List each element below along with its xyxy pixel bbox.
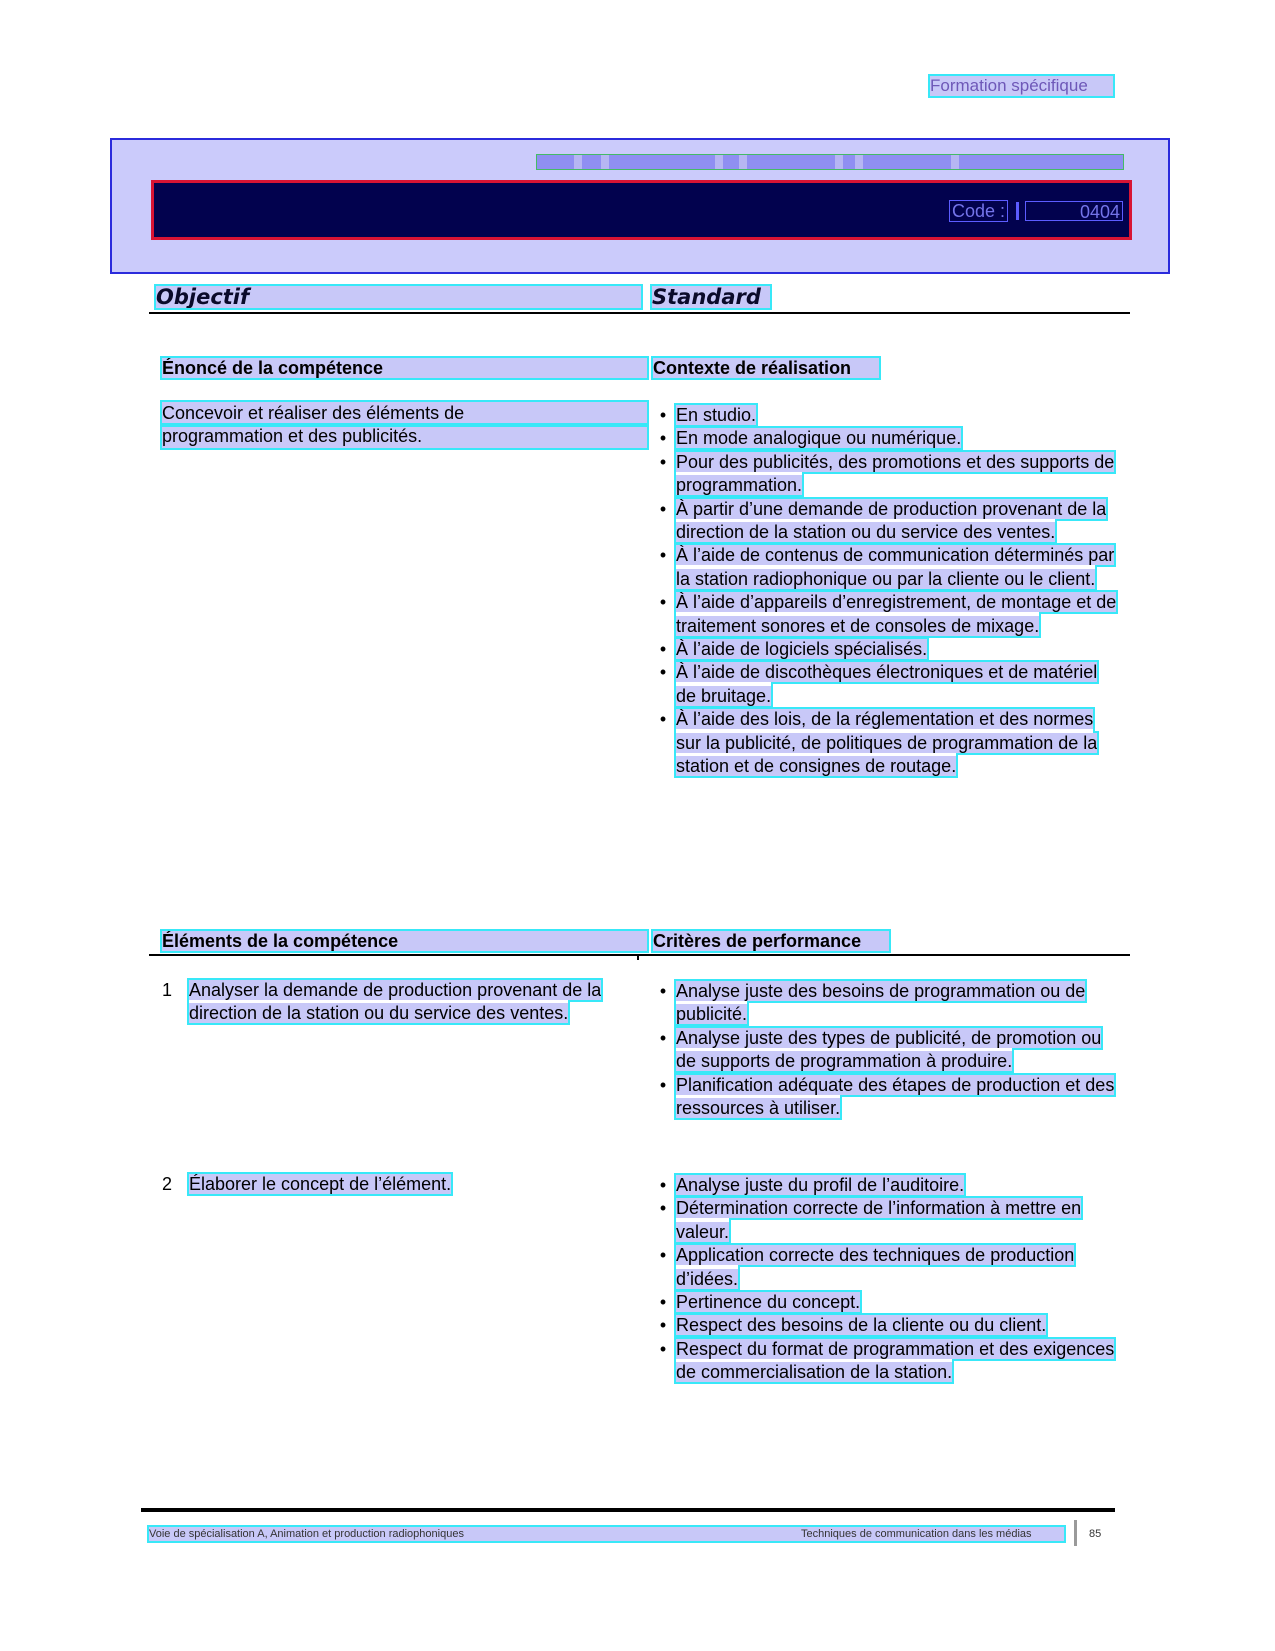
banner-strip — [536, 154, 1124, 170]
criteria-list-1 — [653, 980, 1121, 1120]
list-item: • À l’aide de logiciels spécialisés. — [659, 639, 928, 660]
competence-banner — [110, 138, 1170, 274]
list-item: • À l’aide de contenus de communication déterminés par la station radiophonique ou par la cliente ou le client. — [659, 545, 1115, 589]
list-item: • Analyse juste du profil de l’auditoire. — [659, 1175, 965, 1195]
criteria-list-2 — [653, 1174, 1121, 1385]
element-number: 1 — [162, 980, 173, 1000]
element-2 — [162, 1173, 622, 1196]
footer-bar-text — [149, 1527, 1102, 1541]
section-tag: Formation spécifique — [930, 76, 1113, 96]
title-rule — [149, 312, 1130, 314]
element-number: 2 — [162, 1174, 173, 1194]
enonce-line: Concevoir et réaliser des éléments de — [162, 402, 647, 425]
element-1 — [162, 979, 622, 1026]
objectif-title: Objectif — [156, 286, 641, 308]
contexte-heading: Contexte de réalisation — [653, 358, 879, 378]
footer-right: Techniques de communication dans les médias — [801, 1528, 1032, 1540]
list-item: • Respect du format de programmation et des exigences de commercialisation de la station. — [659, 1338, 1115, 1383]
banner-title-bar — [151, 180, 1132, 240]
list-item: • Respect des besoins de la cliente ou du client. — [659, 1315, 1047, 1336]
list-item: • Analyse juste des besoins de programmation ou de publicité. — [659, 981, 1086, 1025]
list-item: • Planification adéquate des étapes de production et des ressources à utiliser. — [659, 1074, 1115, 1119]
code-label: Code : — [949, 200, 1008, 222]
list-item: • Pertinence du concept. — [659, 1292, 861, 1313]
enonce-heading: Énoncé de la compétence — [162, 358, 647, 378]
footer-left: Voie de spécialisation A, Animation et production radiophoniques — [149, 1528, 464, 1540]
list-item: • Analyse juste des types de publicité, de promotion ou de supports de programmation à produire. — [659, 1027, 1102, 1072]
list-item: • Détermination correcte de l’information à mettre en valeur. — [659, 1198, 1082, 1242]
list-item: • En studio. — [659, 405, 757, 425]
enonce-text — [162, 402, 647, 448]
code-value: 0404 — [1025, 201, 1123, 221]
element-text: Analyser la demande de production provenant de la direction de la station ou du service des ventes. — [189, 980, 602, 1024]
footer-rule — [141, 1508, 1115, 1512]
enonce-line: programmation et des publicités. — [162, 425, 647, 448]
list-item: • À l’aide d’appareils d’enregistrement, de montage et de traitement sonores et de consoles de mixage. — [659, 592, 1117, 636]
rule-tick — [637, 954, 639, 960]
element-text: Élaborer le concept de l’élément. — [189, 1174, 452, 1194]
code-box — [949, 199, 1123, 223]
contexte-list — [653, 404, 1121, 779]
page-number: 85 — [1089, 1528, 1102, 1540]
code-separator — [1016, 202, 1019, 220]
list-item: • À partir d’une demande de production provenant de la direction de la station ou du service des ventes. — [659, 498, 1107, 543]
criteria-heading: Critères de performance — [653, 931, 889, 951]
list-item: • Application correcte des techniques de production d’idées. — [659, 1245, 1075, 1289]
elements-heading: Éléments de la compétence — [162, 931, 647, 951]
footer-separator — [1074, 1520, 1077, 1546]
standard-title: Standard — [652, 286, 770, 308]
list-item: • À l’aide des lois, de la réglementation et des normes sur la publicité, de politiques de programmation de la station et de consignes de routage. — [659, 709, 1098, 777]
list-item: • À l’aide de discothèques électroniques et de matériel de bruitage. — [659, 662, 1098, 706]
elements-rule — [149, 954, 1130, 956]
list-item: • Pour des publicités, des promotions et des supports de programmation. — [659, 451, 1115, 496]
list-item: • En mode analogique ou numérique. — [659, 428, 962, 449]
